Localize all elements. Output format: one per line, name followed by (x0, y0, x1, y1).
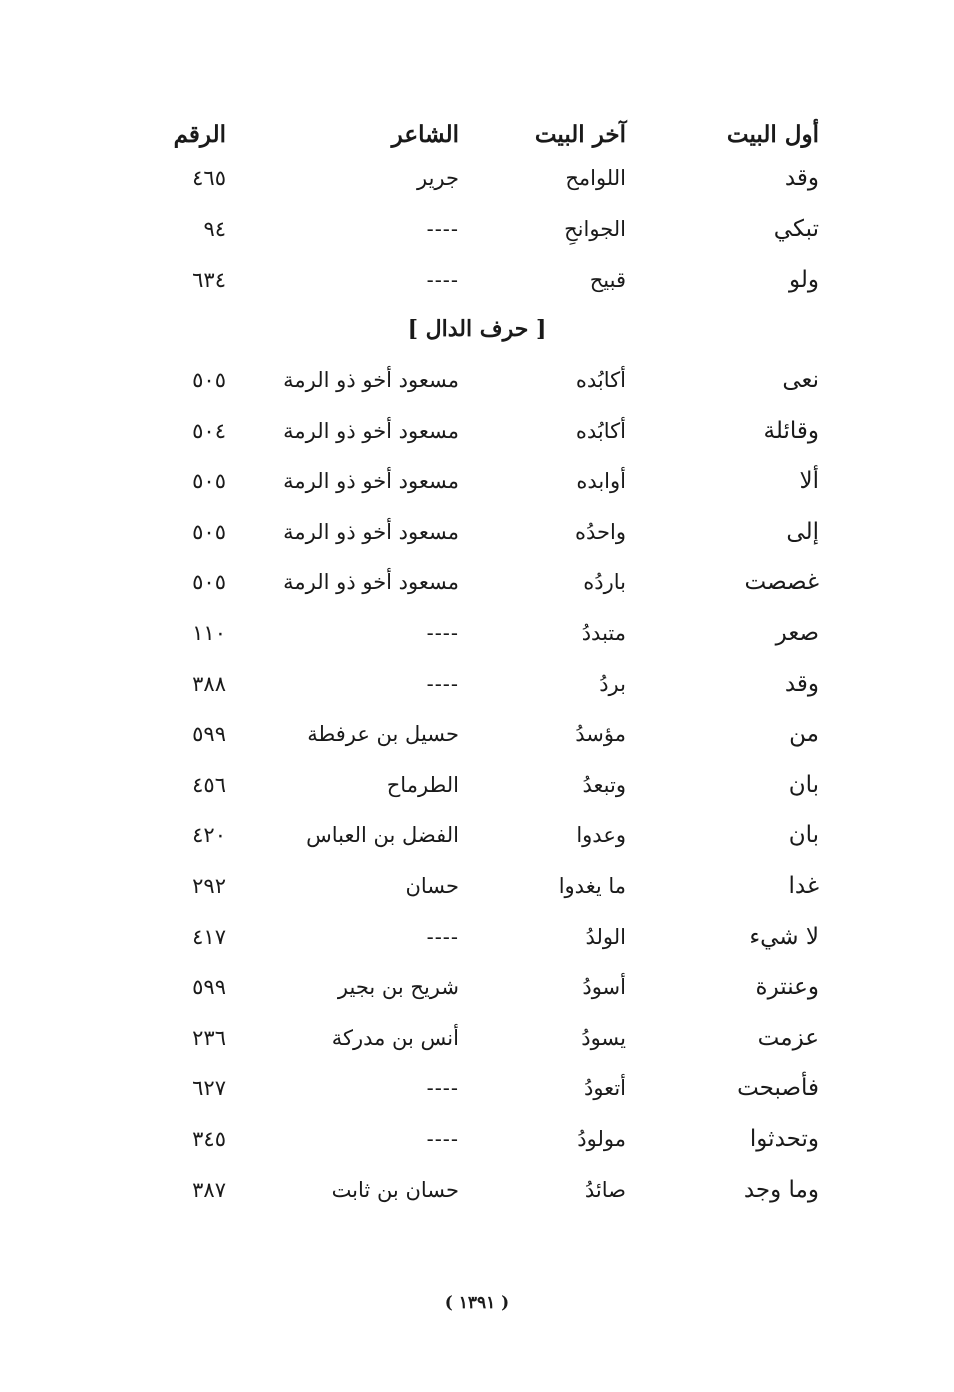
last-verse-cell: اللوامح (565, 166, 626, 190)
number-cell: ٥٠٤ (192, 418, 226, 443)
last-verse-cell: باردُه (583, 570, 626, 595)
first-verse-cell: فأصبحت (737, 1075, 819, 1102)
first-verse-cell: نعى (782, 367, 819, 393)
table-row (0, 1170, 954, 1210)
table-row (0, 360, 954, 400)
last-verse-cell: أسودُ (582, 975, 626, 1000)
first-verse-cell: ألا (799, 468, 819, 495)
last-verse-cell: صائدُ (584, 1177, 626, 1202)
table-row (0, 461, 954, 501)
number-cell: ٣٨٧ (192, 1177, 226, 1202)
table-row (0, 1068, 954, 1108)
last-verse-cell: أتعودُ (583, 1076, 626, 1101)
last-verse-cell: مولودُ (577, 1127, 626, 1151)
poet-cell: مسعود أخو ذو الرمة (283, 469, 459, 494)
number-cell: ٦٣٤ (192, 268, 226, 292)
last-verse-cell: مؤسدُ (575, 722, 626, 747)
first-verse-cell: صعر (775, 620, 819, 646)
table-row (0, 209, 954, 249)
number-cell: ٦٢٧ (192, 1076, 226, 1101)
poet-cell: حسان بن ثابت (331, 1177, 459, 1202)
first-verse-cell: غدا (788, 873, 819, 899)
poet-cell: حسيل بن عرفطة (307, 722, 459, 747)
poet-cell: ---- (426, 268, 459, 292)
number-cell: ١١٠ (192, 621, 226, 645)
column-header-last-verse: آخر البيت (534, 121, 626, 148)
table-header (0, 115, 954, 155)
number-cell: ٩٤ (203, 217, 226, 241)
poet-cell: ---- (426, 924, 459, 949)
number-cell: ٥٠٥ (192, 368, 226, 392)
table-row (0, 562, 954, 602)
first-verse-cell: وقائلة (763, 417, 819, 444)
last-verse-cell: الجوانحِ (564, 217, 626, 241)
number-cell: ٥٩٩ (192, 722, 226, 747)
number-cell: ٥٠٥ (192, 469, 226, 494)
first-verse-cell: وقد (784, 670, 819, 697)
poet-cell: مسعود أخو ذو الرمة (283, 570, 459, 595)
number-cell: ٢٩٢ (192, 874, 226, 898)
last-verse-cell: أكابُده (575, 418, 626, 443)
first-verse-cell: وقد (784, 165, 819, 191)
section-heading-dal: [ حرف الدال ] (407, 316, 547, 342)
column-header-number: الرقم (173, 121, 226, 148)
first-verse-cell: وعنترة (755, 974, 819, 1001)
table-row (0, 765, 954, 805)
poet-cell: ---- (426, 1076, 459, 1101)
number-cell: ٤٦٥ (192, 166, 226, 190)
first-verse-cell: من (789, 721, 819, 748)
table-row (0, 158, 954, 198)
poet-cell: ---- (426, 217, 459, 241)
last-verse-cell: الولدُ (585, 924, 626, 949)
table-row (0, 664, 954, 704)
number-cell: ٥٠٥ (192, 519, 226, 544)
poet-cell: مسعود أخو ذو الرمة (283, 519, 459, 544)
poet-cell: جرير (417, 166, 459, 190)
last-verse-cell: قبيح (589, 268, 626, 292)
poet-cell: حسان (405, 874, 459, 898)
first-verse-cell: عزمت (757, 1024, 819, 1051)
last-verse-cell: وتبعدُ (582, 772, 626, 797)
table-row (0, 866, 954, 906)
table-row (0, 613, 954, 653)
number-cell: ٤١٧ (192, 924, 226, 949)
poet-cell: مسعود أخو ذو الرمة (283, 418, 459, 443)
first-verse-cell: بان (788, 822, 819, 849)
poet-cell: أنس بن مدركة (331, 1025, 459, 1050)
last-verse-cell: ما يغدوا (558, 874, 626, 898)
poet-cell: الطرماح (386, 772, 459, 797)
last-verse-cell: وعدوا (576, 823, 626, 848)
last-verse-cell: أوابده (576, 469, 626, 494)
number-cell: ٥٩٩ (192, 975, 226, 1000)
number-cell: ٣٨٨ (192, 671, 226, 696)
last-verse-cell: بردُ (599, 671, 626, 696)
first-verse-cell: تبكي (773, 216, 819, 242)
first-verse-cell: ولو (789, 267, 819, 293)
table-row (0, 411, 954, 451)
table-row (0, 967, 954, 1007)
poet-cell: شريح بن بجير (337, 975, 459, 1000)
table-row (0, 714, 954, 754)
table-row (0, 260, 954, 300)
column-header-first-verse: أول البيت (726, 121, 819, 148)
number-cell: ٥٠٥ (192, 570, 226, 595)
first-verse-cell: غصصت (744, 569, 819, 596)
number-cell: ٢٣٦ (192, 1025, 226, 1050)
number-cell: ٣٤٥ (192, 1127, 226, 1151)
poet-cell: الفضل بن العباس (306, 823, 459, 848)
column-header-poet: الشاعر (391, 121, 459, 148)
first-verse-cell: بان (788, 771, 819, 798)
last-verse-cell: يسودُ (581, 1025, 626, 1050)
first-verse-cell: إلى (786, 518, 819, 545)
last-verse-cell: متبددُ (581, 621, 626, 645)
first-verse-cell: وتحدثوا (749, 1126, 819, 1152)
table-row (0, 815, 954, 855)
number-cell: ٤٢٠ (192, 823, 226, 848)
poet-cell: ---- (426, 621, 459, 645)
last-verse-cell: واحدُه (575, 519, 626, 544)
table-row (0, 1018, 954, 1058)
poet-cell: مسعود أخو ذو الرمة (283, 368, 459, 392)
first-verse-cell: وما وجد (743, 1176, 819, 1203)
last-verse-cell: أكابُده (575, 368, 626, 392)
page-number: ( ١٣٩١ ) (444, 1293, 510, 1313)
poet-cell: ---- (426, 1127, 459, 1151)
table-row (0, 512, 954, 552)
poet-cell: ---- (426, 671, 459, 696)
number-cell: ٤٥٦ (192, 772, 226, 797)
table-row (0, 1119, 954, 1159)
first-verse-cell: لا شيء (749, 923, 819, 950)
table-row (0, 917, 954, 957)
